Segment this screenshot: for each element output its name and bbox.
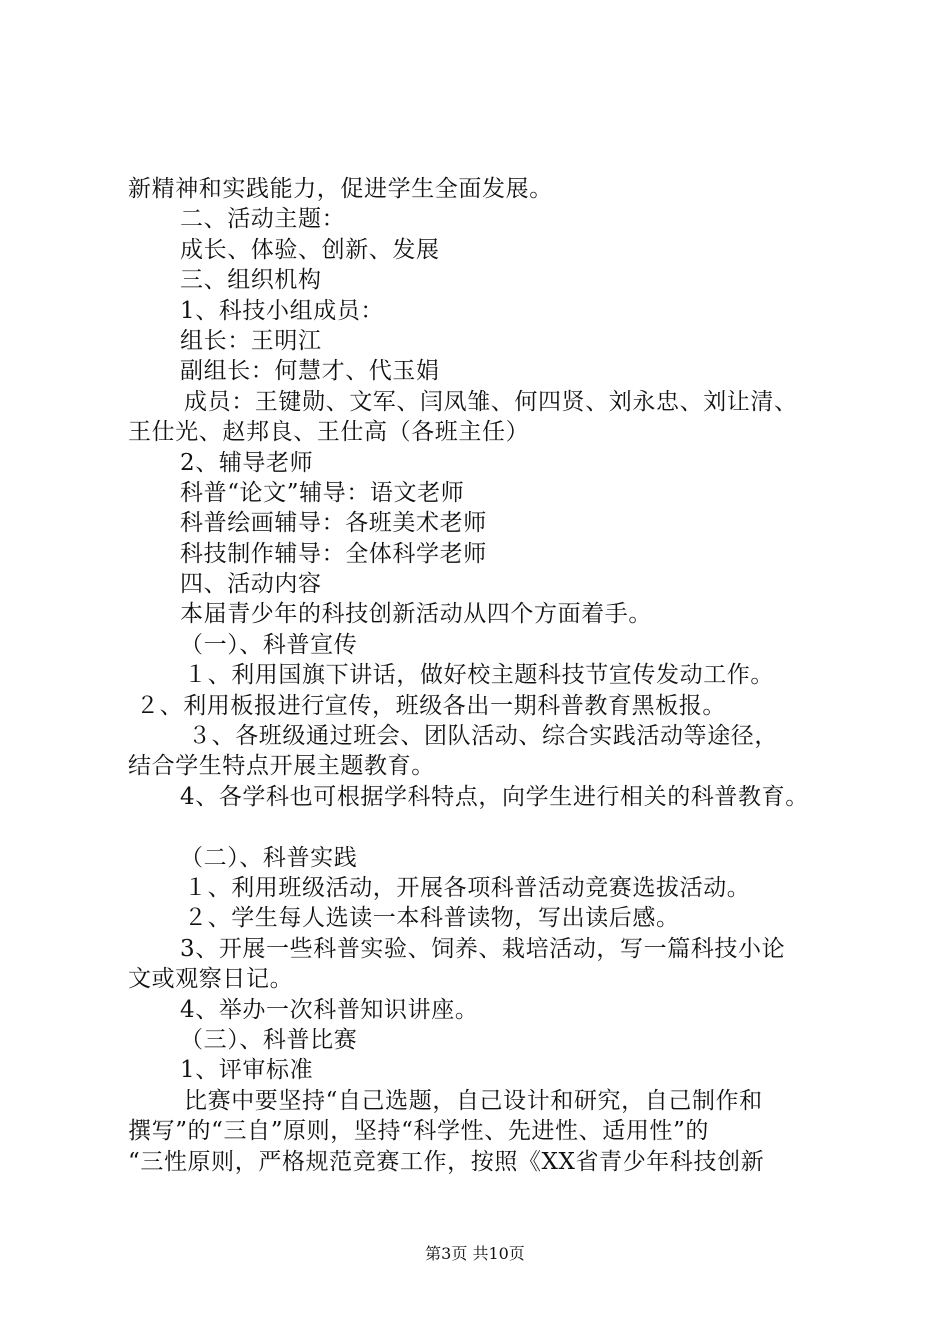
text-line: 成员：王键勋、文军、闫凤雏、何四贤、刘永忠、刘让清、 (184, 388, 798, 415)
text-line: 科普“论文”辅导：语文老师 (180, 479, 465, 506)
text-line: 撰写”的“三自”原则，坚持“科学性、先进性、适用性”的 (128, 1118, 709, 1145)
document-body (128, 174, 838, 1177)
section-heading: 二、活动主题： (180, 206, 346, 233)
list-item: 4、各学科也可根据学科特点，向学生进行相关的科普教育。 (180, 783, 809, 810)
text-line: 成长、体验、创新、发展 (180, 236, 440, 263)
page-number: 第3页 共10页 (425, 1244, 525, 1263)
text-line: 比赛中要坚持“自己选题，自己设计和研究，自己制作和 (184, 1087, 763, 1114)
subsection-heading: 1、科技小组成员： (180, 297, 385, 324)
blank-line (128, 812, 838, 842)
list-item: １、利用国旗下讲话，做好校主题科技节宣传发动工作。 (184, 662, 774, 689)
list-item: 4、举办一次科普知识讲座。 (180, 996, 479, 1023)
list-item: １、利用班级活动，开展各项科普活动竞赛选拔活动。 (184, 874, 751, 901)
subsection-heading: 1、评审标准 (180, 1057, 314, 1084)
text-line: 本届青少年的科技创新活动从四个方面着手。 (180, 601, 652, 628)
list-item: 3、开展一些科普实验、饲养、栽培活动，写一篇科技小论 (180, 935, 786, 962)
text-line: 文或观察日记。 (128, 966, 294, 993)
subsection-heading: （二）、科普实践 (180, 844, 358, 871)
text-line: 科普绘画辅导：各班美术老师 (180, 510, 487, 537)
subsection-heading: （一）、科普宣传 (180, 631, 358, 658)
list-item: ２、学生每人选读一本科普读物，写出读后感。 (184, 905, 680, 932)
section-heading: 三、组织机构 (180, 267, 322, 294)
list-item: ２、利用板报进行宣传，班级各出一期科普教育黑板报。 (136, 692, 726, 719)
subsection-heading: （三）、科普比赛 (180, 1026, 358, 1053)
text-line: “三性原则，严格规范竞赛工作，按照《XX省青少年科技创新 (128, 1148, 765, 1175)
text-line: 结合学生特点开展主题教育。 (128, 753, 435, 780)
text-line: 新精神和实践能力，促进学生全面发展。 (128, 176, 553, 202)
list-item: ３、各班级通过班会、团队活动、综合实践活动等途径， (188, 723, 778, 750)
text-line: 副组长：何慧才、代玉娟 (180, 358, 440, 385)
page-footer (0, 1244, 950, 1264)
text-line: 王仕光、赵邦良、王仕高（各班主任） (128, 419, 530, 446)
subsection-heading: 2、辅导老师 (180, 449, 314, 476)
text-line: 科技制作辅导：全体科学老师 (180, 540, 487, 567)
text-line: 组长：王明江 (180, 327, 322, 354)
section-heading: 四、活动内容 (180, 571, 322, 598)
